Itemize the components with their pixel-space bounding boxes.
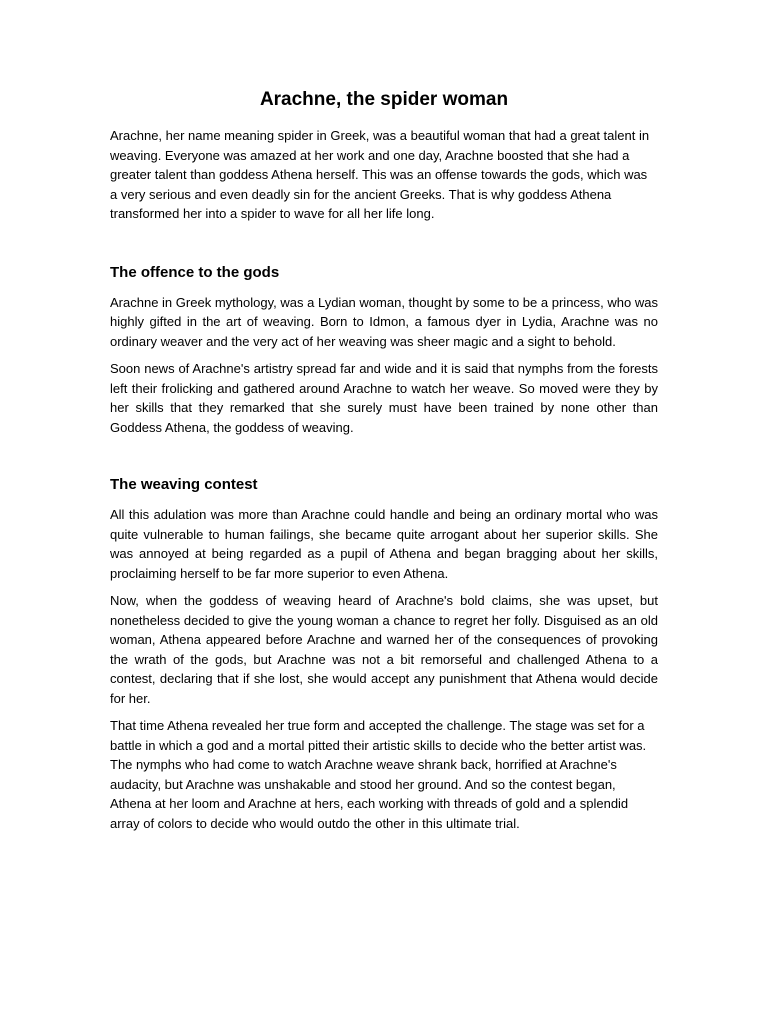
page-title: Arachne, the spider woman xyxy=(259,89,509,110)
section-paragraph: Soon news of Arachne's artistry spread far and wide and it is said that nymphs from the forests left their frolicking and gathered around Arachne to watch her weave. So moved were they by her skills that they remarked that she surely must have been trained by none other than Goddess Athena, the goddess of weaving. xyxy=(110,361,658,435)
intro-paragraph: Arachne, her name meaning spider in Greek, was a beautiful woman that had a great talent in weaving. Everyone was amazed at her work and one day, Arachne boosted that she had a greater talent than goddess Athena herself. This was an offense towards the gods, which was a very serious and even deadly sin for the ancient Greeks. That is why goddess Athena transformed her into a spider to wave for all her life long. xyxy=(110,128,650,221)
section-heading-offence: The offence to the gods xyxy=(110,263,280,281)
document-page xyxy=(110,88,658,841)
section-paragraph: That time Athena revealed her true form and accepted the challenge. The stage was set for a battle in which a god and a mortal pitted their artistic skills to decide who the better artist was. The nymphs who had come to watch Arachne weave shrank back, horrified at Arachne's audacity, but Arachne was unshakable and stood her ground. And so the contest began, Athena at her loom and Arachne at hers, each working with threads of gold and a splendid array of colors to decide who would outdo the other in this ultimate trial. xyxy=(110,718,647,831)
section-paragraph: All this adulation was more than Arachne could handle and being an ordinary mortal who was quite vulnerable to human failings, she became quite arrogant about her superior skills. She was annoyed at being regarded as a pupil of Athena and began bragging about her skills, proclaiming herself to be far more superior to even Athena. xyxy=(110,507,658,581)
section-paragraph: Now, when the goddess of weaving heard of Arachne's bold claims, she was upset, but nonetheless decided to give the young woman a chance to regret her folly. Disguised as an old woman, Athena appeared before Arachne and warned her of the consequences of provoking the wrath of the gods, but Arachne was not a bit remorseful and challenged Athena to a contest, declaring that if she lost, she would accept any punishment that Athena would decide for her. xyxy=(110,593,658,706)
section-paragraph: Arachne in Greek mythology, was a Lydian woman, thought by some to be a princess, who was highly gifted in the art of weaving. Born to Idmon, a famous dyer in Lydia, Arachne was no ordinary weaver and the very act of her weaving was sheer magic and a sight to behold. xyxy=(110,294,658,349)
section-heading-contest: The weaving contest xyxy=(110,476,258,493)
